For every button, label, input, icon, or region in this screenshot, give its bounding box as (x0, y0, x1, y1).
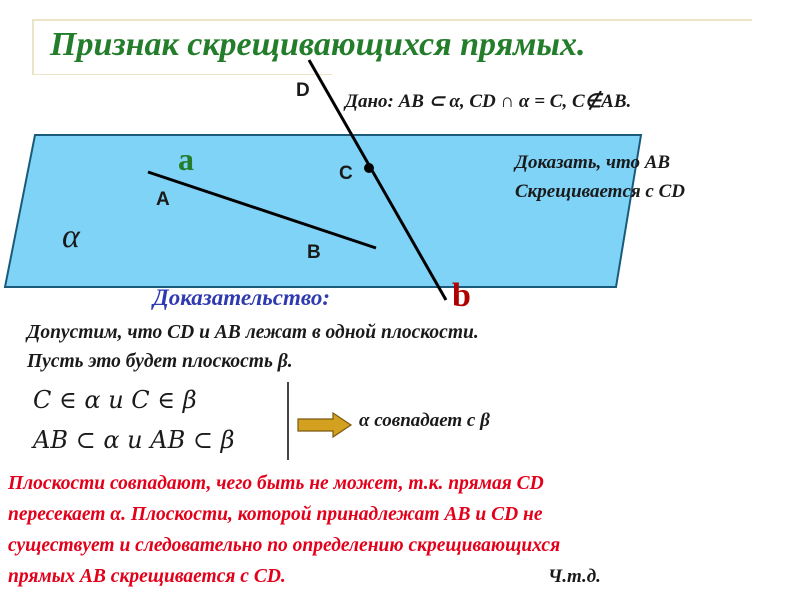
conclusion-statement: α совпадает с β (359, 410, 490, 431)
result-line3: существует и следовательно по определению скрещивающихся (8, 535, 561, 556)
page-title: Признак скрещивающихся прямых. (50, 26, 586, 63)
condition-divider (287, 382, 289, 460)
point-d-label: D (296, 80, 310, 101)
point-b-label: B (307, 242, 321, 263)
prove-statement-line1: Доказать, что AB (515, 152, 671, 173)
result-line2: пересекает α. Плоскости, которой принадлежат AB и CD не (8, 504, 543, 525)
assumption-line2: Пусть это будет плоскость β. (27, 351, 293, 372)
line-b-label: b (452, 277, 471, 314)
intersection-point-c (364, 163, 374, 173)
point-c-label: C (339, 163, 353, 184)
prove-statement-line2: Скрещивается с CD (515, 181, 685, 202)
math-condition-1: C ∈ α и C ∈ β (33, 386, 197, 414)
proof-heading: Доказательство: (153, 285, 331, 310)
assumption-line1: Допустим, что CD и AB лежат в одной плоскости. (27, 322, 479, 343)
point-a-label: A (156, 189, 170, 210)
plane-alpha-label: α (62, 218, 80, 255)
result-line1: Плоскости совпадают, чего быть не может, т.к. прямая CD (8, 473, 544, 494)
implies-arrow-icon (297, 412, 353, 438)
line-a-label: a (178, 141, 194, 177)
math-condition-2: AB ⊂ α и AB ⊂ β (33, 426, 235, 454)
result-line4: прямых AB скрещивается с CD. (8, 566, 286, 587)
given-statement: Дано: AB ⊂ α, CD ∩ α = C, C∉AB. (345, 91, 632, 112)
qed-mark: Ч.т.д. (548, 566, 601, 587)
